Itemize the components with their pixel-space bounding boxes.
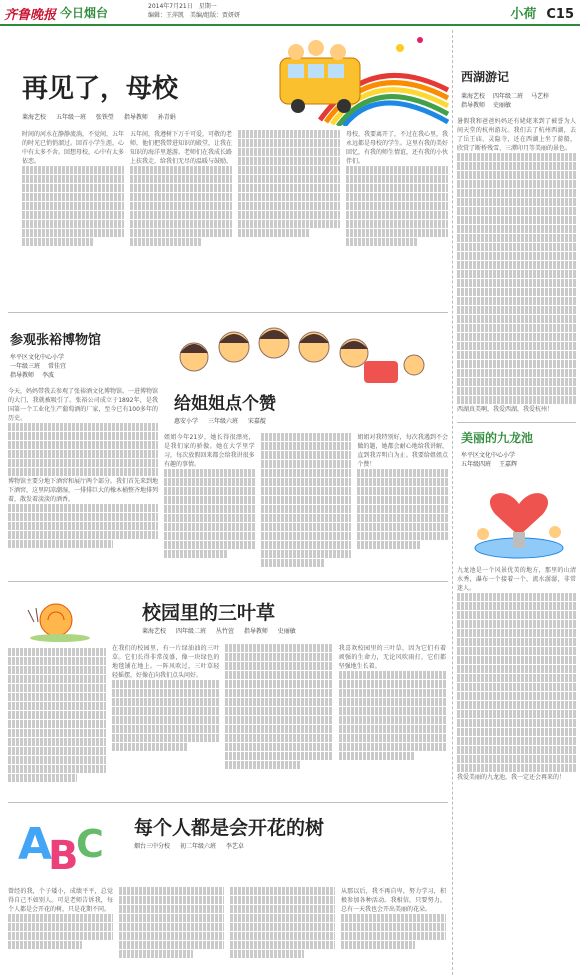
article-byline bbox=[22, 112, 184, 121]
design-credit: 美编/组版：贾妍妍 bbox=[190, 12, 241, 19]
byline-teacher-label: 指导教师 bbox=[461, 102, 486, 109]
byline-teacher-label: 指导教师 bbox=[123, 114, 148, 121]
byline-school: 牟平区文化中心小学 bbox=[10, 354, 65, 361]
main-column bbox=[8, 30, 448, 967]
article-byline bbox=[174, 416, 448, 425]
byline-author: 常佳宜 bbox=[48, 363, 67, 370]
paragraph: 从那以后，我不再自卑，努力学习，积极参加各种活动。我相信，只要努力，总有一天我也会开出美丽的花朵。 bbox=[341, 888, 446, 913]
svg-text:B: B bbox=[48, 833, 79, 879]
page-label bbox=[510, 3, 574, 22]
article-museum bbox=[8, 317, 158, 549]
article-body bbox=[164, 433, 448, 568]
paragraph: 博物馆主要分地下酒窖和展厅两个部分。我们首先来到地下酒窖，这里阴凉潮湿，一排排巨大的橡木桶整齐地排列着，散发着淡淡的酒香。 bbox=[8, 478, 159, 503]
article-sister bbox=[164, 317, 448, 568]
byline-teacher: 孙青娟 bbox=[157, 114, 176, 121]
article-byline bbox=[461, 450, 576, 468]
byline-author: 丛竹萱 bbox=[215, 628, 234, 635]
paragraph: 西湖真美啊，我爱西湖，我爱杭州！ bbox=[457, 406, 554, 413]
article-nine-dragon-pool bbox=[457, 429, 576, 782]
snail-illustration bbox=[16, 592, 96, 642]
article-title: 每个人都是会开花的树 bbox=[134, 817, 325, 839]
issue-date: 2014年7月21日 bbox=[148, 3, 193, 10]
paragraph: 九龙池是一个风景优美的地方，那里的山清水秀，瀑布一个接着一个，流水潺潺，非常迷人。 bbox=[457, 567, 576, 592]
article-body bbox=[457, 566, 576, 782]
byline-class: 一年级三班 bbox=[10, 363, 41, 370]
abc-block-illustration bbox=[14, 813, 110, 883]
article-body bbox=[457, 117, 576, 414]
byline-author: 李艺卓 bbox=[225, 843, 244, 850]
continued-column bbox=[8, 648, 106, 783]
article-body bbox=[112, 644, 446, 770]
article-title: 给姐姐点个赞 bbox=[174, 394, 276, 414]
section-name: 今日烟台 bbox=[60, 6, 109, 20]
article-blooming-tree bbox=[8, 807, 448, 967]
byline-class: 五年级一班 bbox=[55, 114, 86, 121]
byline-class: 五年级四班 bbox=[461, 461, 492, 468]
article-body bbox=[22, 130, 448, 247]
byline-class: 初二年级六班 bbox=[179, 843, 216, 850]
paragraph: 母校，我要离开了，不过在我心里，我永远都是母校的学生。这里有我的美好回忆，有我的师生情谊，还有我的小伙伴们。 bbox=[346, 131, 449, 165]
byline-school: 莱海艺校 bbox=[461, 93, 486, 100]
article-body bbox=[8, 887, 446, 959]
paragraph: 暑假我和爸爸妈妈还有姥姥来到了被誉为人间天堂的杭州游玩。我们去了杭州西湖，去了岳王庙、灵隐寺，还在西湖上坐了游船，欣赏了断桥残雪、三潭印月等美丽的景色。 bbox=[457, 118, 576, 152]
article-byline bbox=[10, 352, 158, 379]
paragraph: 我爱美丽的九龙池，我一定还会再来的！ bbox=[457, 774, 566, 781]
byline-teacher-label: 指导教师 bbox=[243, 628, 268, 635]
svg-text:C: C bbox=[76, 822, 104, 866]
byline-teacher-label: 指导教师 bbox=[10, 372, 35, 379]
byline-teacher: 史丽敏 bbox=[493, 102, 512, 109]
paragraph: 五年间，我遵树下万千可爱，可敬的老师，他们把我带进知识的殿堂，让我在知识的海洋里遨游。老师们在我成长路上扶我走，给我们无尽的温暖与鼓励。 bbox=[130, 131, 233, 165]
byline-author: 马艺梓 bbox=[531, 93, 550, 100]
article-byline bbox=[134, 841, 252, 850]
byline-author: 宋嘉靛 bbox=[247, 418, 266, 425]
article-byline bbox=[142, 626, 304, 635]
byline-school: 惠安小学 bbox=[174, 418, 199, 425]
byline-school: 莱海艺校 bbox=[142, 628, 167, 635]
issue-meta bbox=[148, 2, 246, 20]
byline-class: 三年级六班 bbox=[207, 418, 238, 425]
paragraph: 时间的河水在静静流淌，不觉间，五年的时光已悄悄溜过。回首小学生涯，心中有太多不舍。回想母校，心中有太多依恋。 bbox=[22, 131, 125, 165]
article-title: 再见了，母校 bbox=[22, 74, 179, 104]
byline-class: 四年级二班 bbox=[175, 628, 206, 635]
article-body bbox=[8, 387, 158, 549]
article-title: 参观张裕博物馆 bbox=[10, 333, 102, 348]
byline-teacher: 史丽敏 bbox=[277, 628, 296, 635]
article-title: 西湖游记 bbox=[461, 70, 510, 84]
article-byline bbox=[461, 91, 576, 109]
article-title: 美丽的九龙池 bbox=[461, 431, 534, 445]
byline-author: 张铁瑩 bbox=[95, 114, 114, 121]
paragraph: 在我们的校园里，有一片绿油油的三叶草。它们长得非常茂盛，像一块绿色的地毯铺在地上。一阵风吹过，三叶草轻轻摇摆，好像在向我们点头问好。 bbox=[112, 645, 220, 679]
newspaper-brand: 齐鲁晚报 bbox=[4, 8, 57, 23]
byline-teacher: 李波 bbox=[42, 372, 55, 379]
byline-author: 王嘉辉 bbox=[499, 461, 518, 468]
paragraph: 我喜欢校园里的三叶草，因为它们有着顽强的生命力，无论风吹雨打，它们都坚强地生长着。 bbox=[338, 645, 446, 670]
article-title: 校园里的三叶草 bbox=[142, 602, 276, 624]
side-column bbox=[452, 30, 576, 975]
byline-school: 烟台三中分校 bbox=[134, 843, 171, 850]
children-illustration bbox=[164, 317, 448, 387]
paragraph: 姐姐对我特别好，每次我遇到不会做的题，她都会耐心地给我讲解，直到我弄明白为止。我要给姐姐点个赞！ bbox=[357, 434, 449, 468]
middle-row bbox=[8, 317, 448, 581]
column-name: 小荷 bbox=[510, 7, 537, 22]
article-clover bbox=[8, 586, 448, 802]
paragraph: 姐姐今年21岁，她长得很漂亮，是我们家的骄傲。她在大学里学习，每次放假回来都会给我讲很多有趣的事情。 bbox=[164, 434, 255, 468]
paragraph: 曾经的我，个子矮小，成绩平平，总觉得自己不如别人。可是老师告诉我，每个人都是会开花的树，只是花期不同。 bbox=[8, 888, 113, 913]
article-goodbye-school bbox=[8, 30, 448, 312]
masthead bbox=[0, 0, 580, 26]
byline-school: 牟平区文化中心小学 bbox=[461, 452, 516, 459]
article-west-lake bbox=[457, 68, 576, 414]
editor-credit: 编辑：王萍凯 bbox=[148, 12, 185, 19]
love-fountain-illustration bbox=[465, 474, 576, 562]
paragraph: 今天，妈妈带我去参观了张裕酒文化博物馆。一进博物馆的大门，我就被吸引了。张裕公司成立于1892年，是我国第一个工业化生产葡萄酒的厂家，至今已有100多年的历史。 bbox=[8, 388, 159, 422]
byline-school: 莱海艺校 bbox=[22, 114, 47, 121]
byline-class: 四年级二班 bbox=[493, 93, 524, 100]
page-number: C15 bbox=[546, 7, 574, 22]
school-bus-illustration bbox=[260, 30, 450, 126]
issue-weekday: 星期一 bbox=[198, 3, 217, 10]
svg-text:A: A bbox=[18, 819, 53, 870]
